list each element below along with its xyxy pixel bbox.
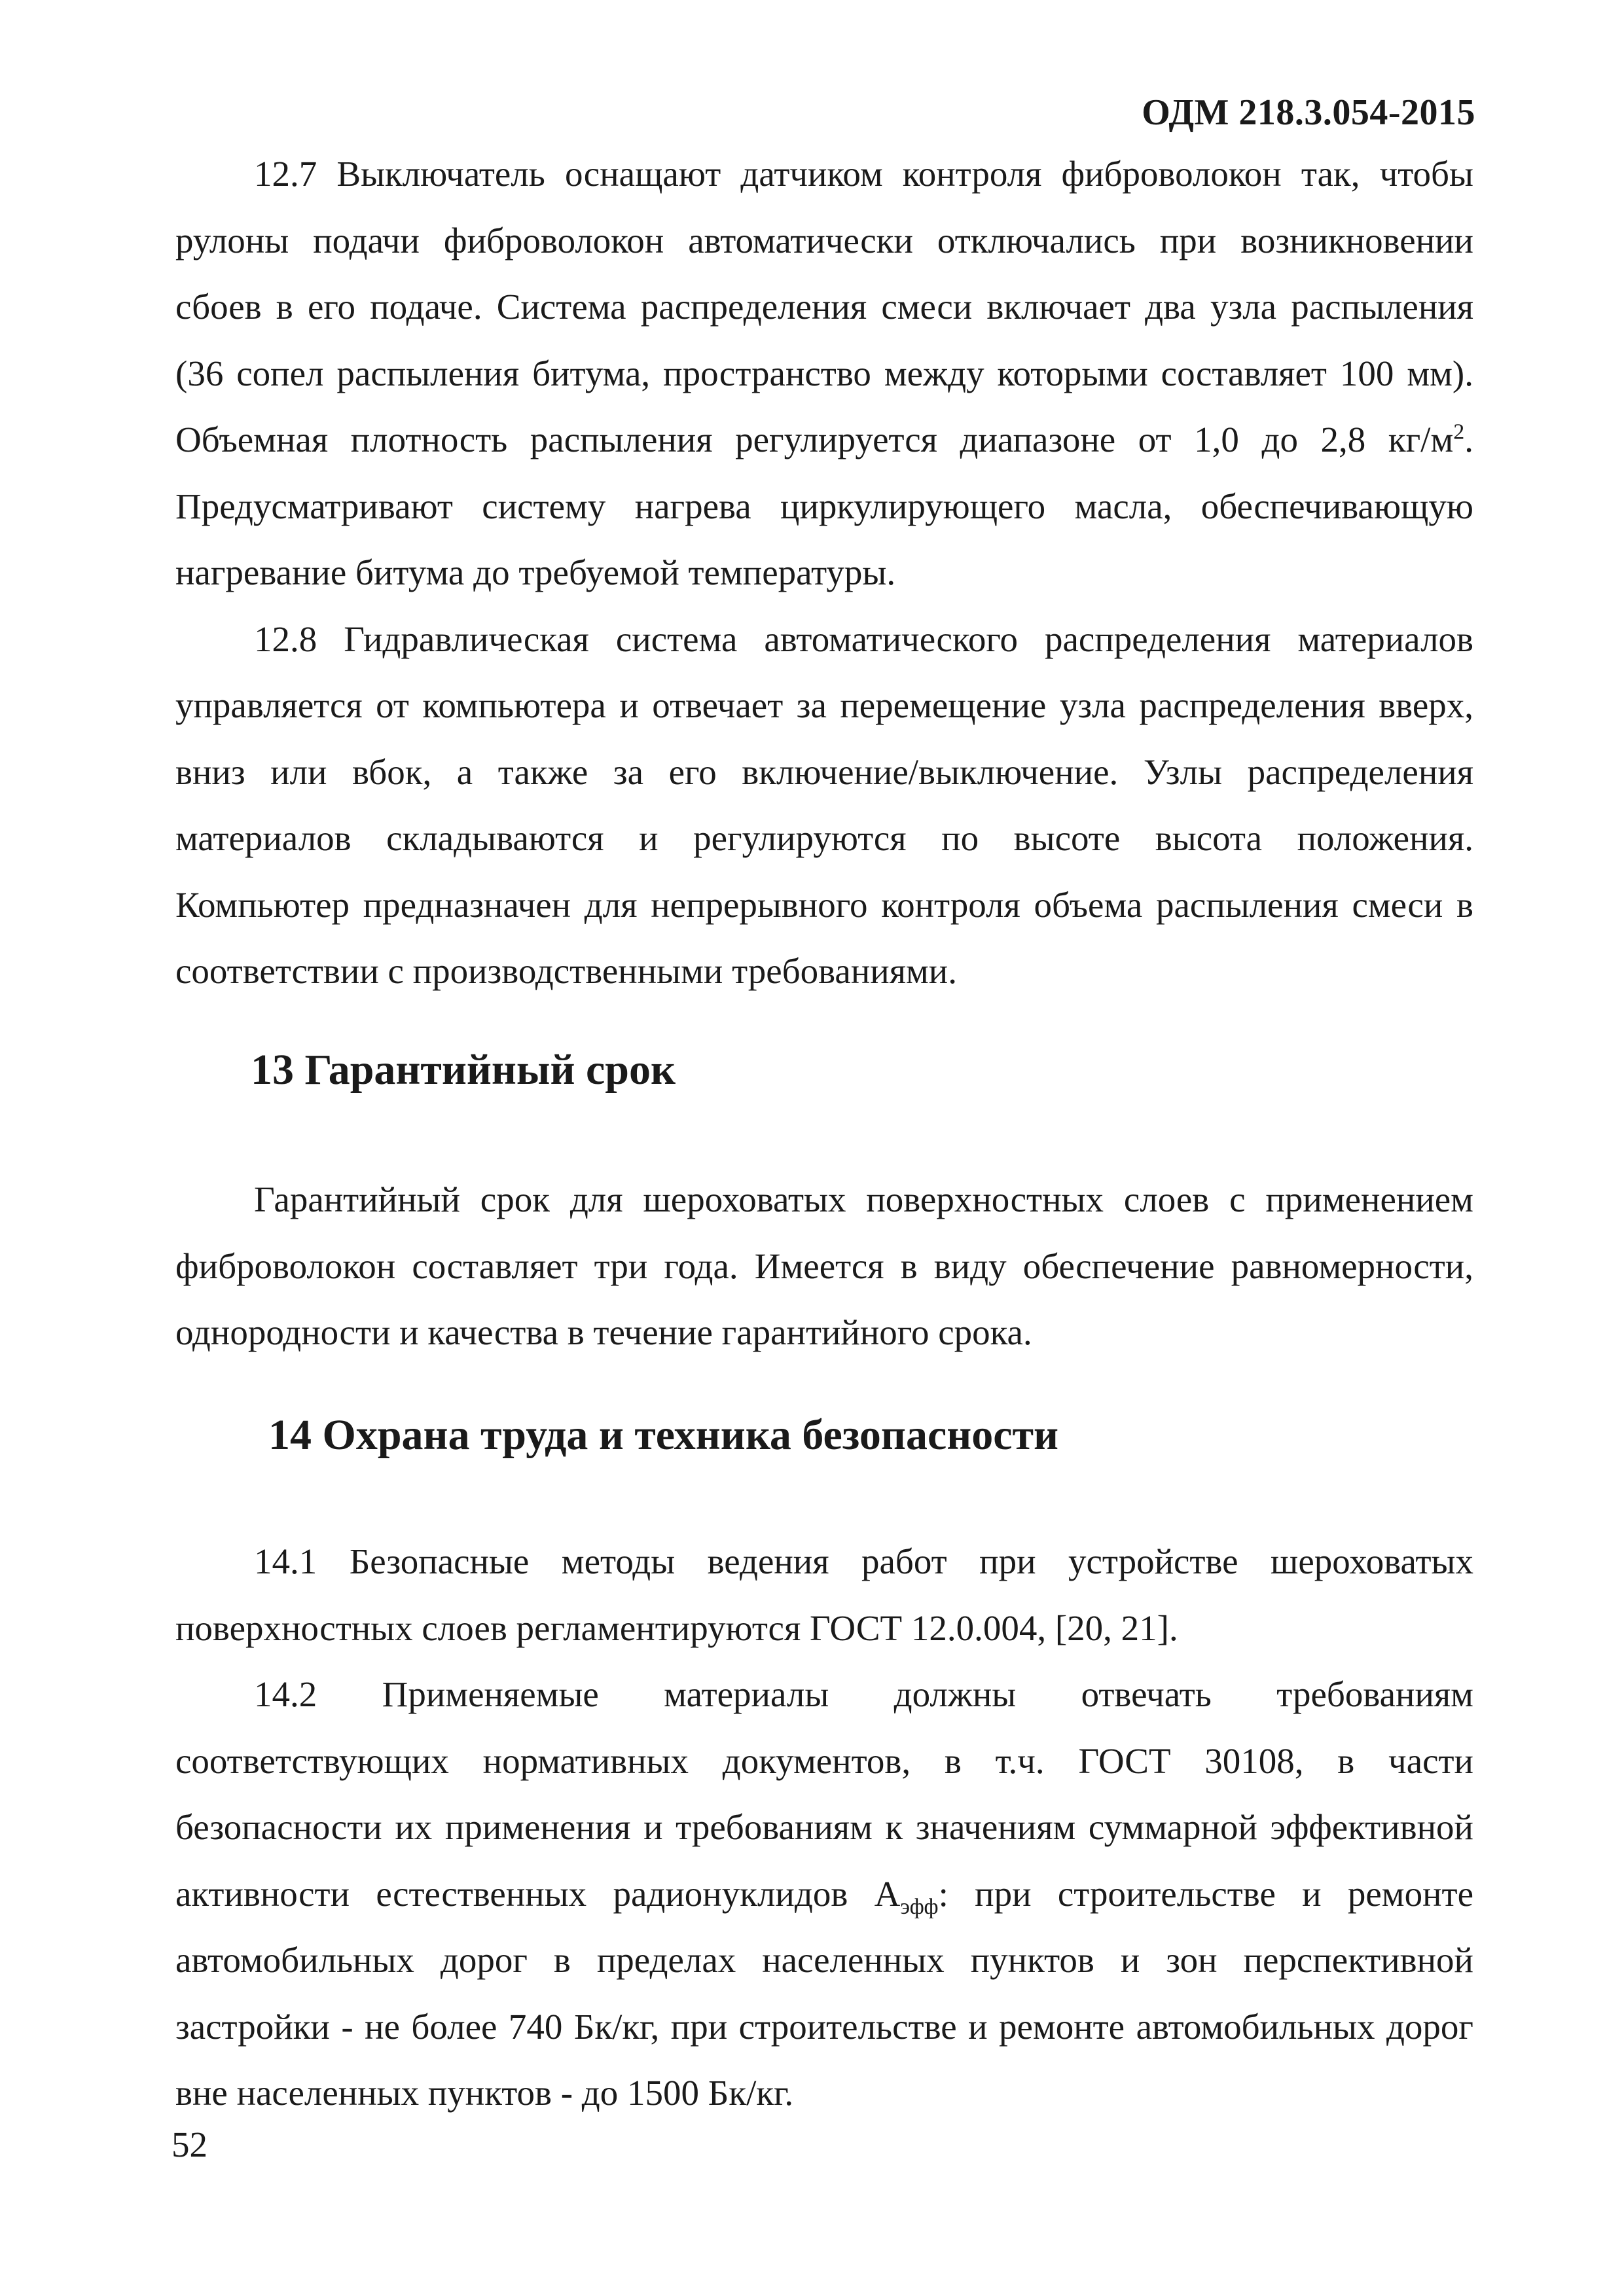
paragraph-12-7-text-a: 12.7 Выключатель оснащают датчиком контроля фиброволокон так, чтобы рулоны подачи фиброволокон автоматически отключались при возникновении сбоев в его подаче. Система распределения смеси включает два узла распыления (36 сопел распыления битума, пространство между которыми составляет 100 мм). Объемная плотность распыления регулируется диапазоне от 1,0 до 2,8 кг/м bbox=[175, 154, 1473, 459]
paragraph-12-7-text-b: . Предусматривают систему нагрева циркулирующего масла, обеспечивающую нагревание битума до требуемой температуры. bbox=[175, 420, 1473, 592]
subscript-eff: эфф bbox=[900, 1894, 939, 1919]
section-14-heading: 14 Охрана труда и техника безопасности bbox=[268, 1411, 1059, 1459]
paragraph-12-7 bbox=[175, 141, 1473, 606]
page-number: 52 bbox=[171, 2125, 208, 2164]
paragraph-13-1: Гарантийный срок для шероховатых поверхностных слоев с применением фиброволокон составляет три года. Имеется в виду обеспечение равномерности, однородности и качества в течение гарантийного срока. bbox=[175, 1179, 1473, 1352]
paragraph-14-2 bbox=[175, 1661, 1473, 2126]
section-13-heading: 13 Гарантийный срок bbox=[251, 1046, 676, 1094]
document-code-header: ОДМ 218.3.054-2015 bbox=[1142, 92, 1475, 133]
superscript-2: 2 bbox=[1453, 420, 1465, 444]
paragraph-12-8: 12.8 Гидравлическая система автоматического распределения материалов управляется от компьютера и отвечает за перемещение узла распределения вверх, вниз или вбок, а также за его включение/выключение. Узлы распределения материалов складываются и регулируются по высоте высота положения. Компьютер предназначен для непрерывного контроля объема распыления смеси в соответствии с производственными требованиями. bbox=[175, 619, 1473, 991]
section-14-text bbox=[175, 1528, 1473, 2126]
section-13-text bbox=[175, 1166, 1473, 1366]
paragraph-14-1: 14.1 Безопасные методы ведения работ при устройстве шероховатых поверхностных слоев регламентируются ГОСТ 12.0.004, [20, 21]. bbox=[175, 1541, 1473, 1648]
section-12-text bbox=[175, 141, 1473, 1005]
paragraph-14-2-text-a: 14.2 Применяемые материалы должны отвечать требованиям соответствующих нормативных документов, в т.ч. ГОСТ 30108, в части безопасности их применения и требованиям к значениям суммарной эффективной активности естественных радионуклидов А bbox=[175, 1674, 1473, 1914]
paragraph-14-2-text-b: : при строительстве и ремонте автомобильных дорог в пределах населенных пунктов и зон перспективной застройки - не более 740 Бк/кг, при строительстве и ремонте автомобильных дорог вне населенных пунктов - до 1500 Бк/кг. bbox=[175, 1873, 1473, 2113]
